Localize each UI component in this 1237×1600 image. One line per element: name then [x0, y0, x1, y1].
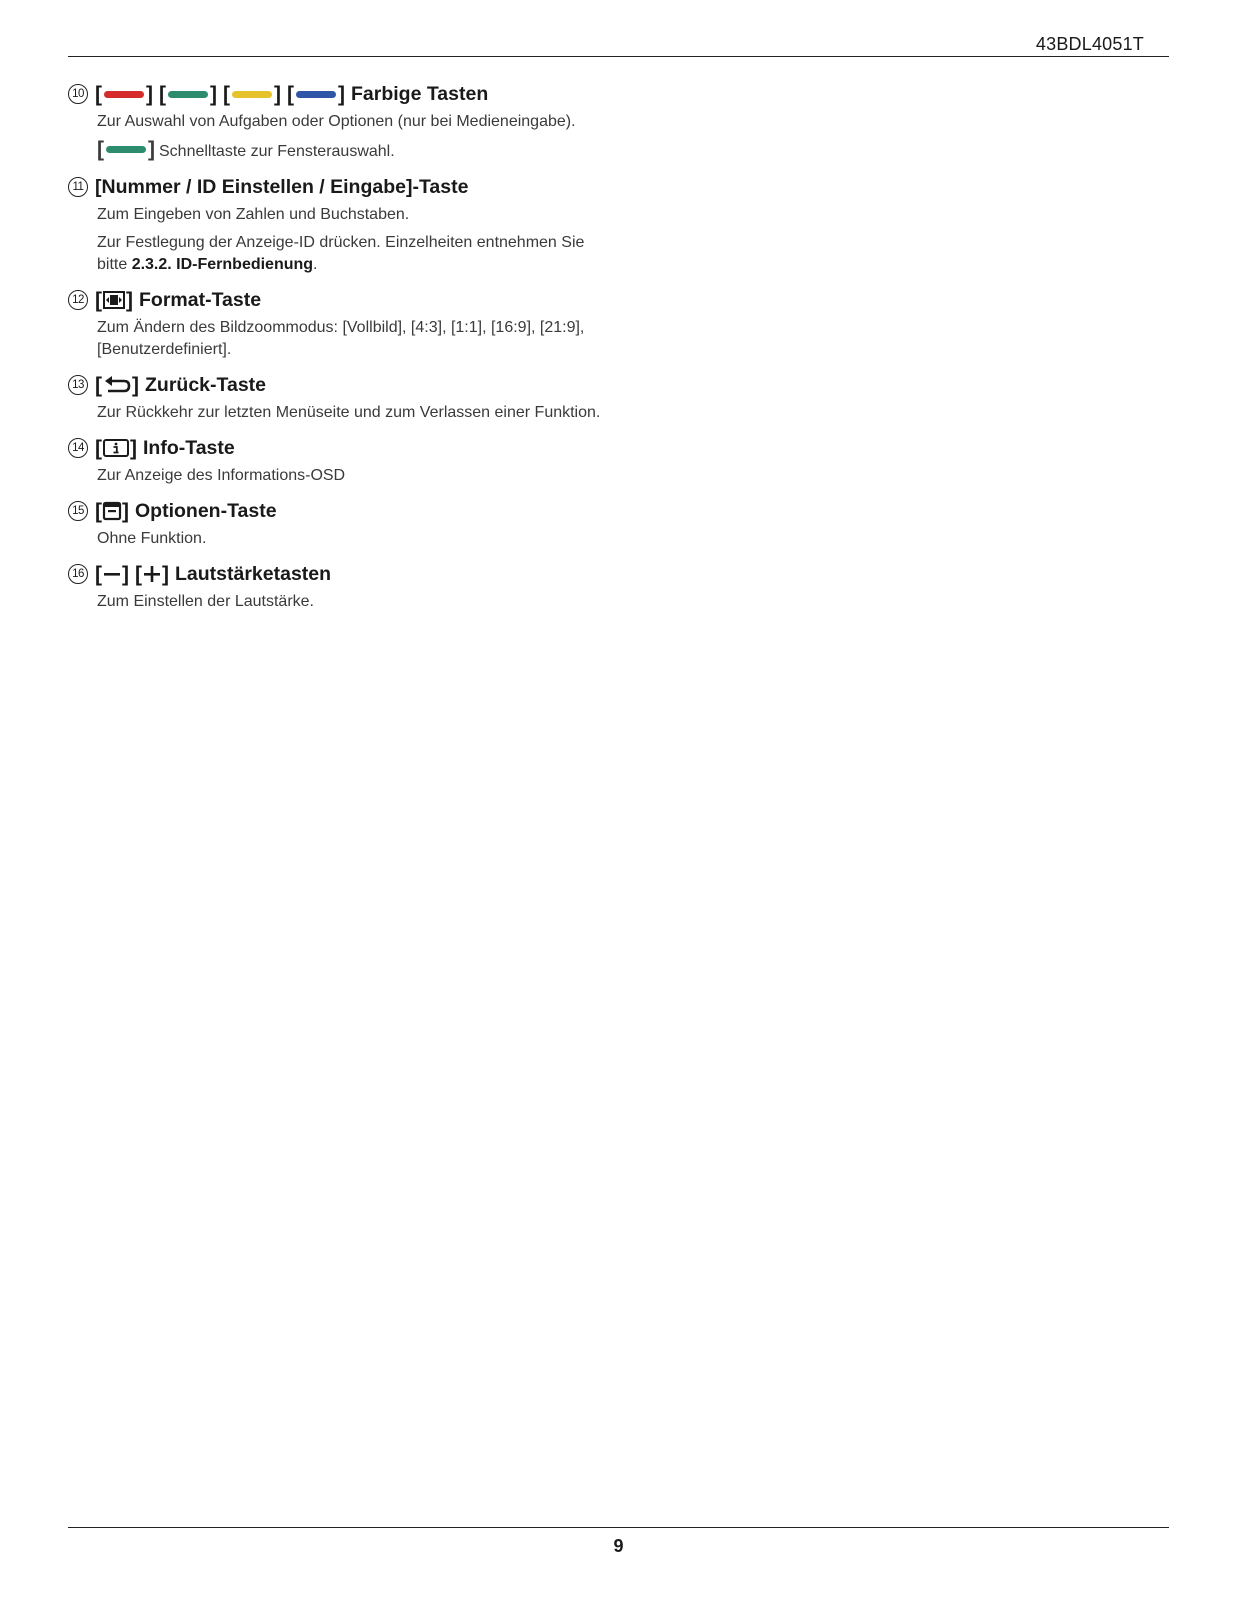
- item-number: 16: [68, 564, 88, 584]
- section-title: Zurück-Taste: [145, 373, 266, 396]
- section-heading: 15 [ ] Optionen-Taste: [68, 497, 608, 525]
- section-body: [97, 317, 608, 361]
- shortcut-line: [ ] Schnelltaste zur Fensterauswahl.: [97, 138, 395, 161]
- section-body: [97, 465, 608, 487]
- section-heading: 13 [ ] Zurück-Taste: [68, 371, 608, 399]
- section-heading: 12 [ ] Format-Taste: [68, 286, 608, 314]
- section-text: Zum Ändern des Bildzoommodus: [Vollbild], [4:3], [1:1], [16:9], [21:9], [Benutzerdefiniert].: [97, 319, 585, 358]
- section-body: [97, 591, 608, 613]
- section-colored-keys: [68, 80, 608, 163]
- section-info-key: [68, 434, 608, 487]
- format-icon: [102, 290, 126, 310]
- item-number: 14: [68, 438, 88, 458]
- section-title: Farbige Tasten: [351, 82, 489, 105]
- item-number: 11: [68, 177, 88, 197]
- item-number: 10: [68, 84, 88, 104]
- section-title: Info-Taste: [143, 436, 235, 459]
- info-icon: [102, 438, 130, 458]
- section-body: [97, 528, 608, 550]
- section-text: Zur Auswahl von Aufgaben oder Optionen (nur bei Medieneingabe).: [97, 113, 576, 130]
- section-back-key: [68, 371, 608, 424]
- green-key-icon: [106, 146, 146, 153]
- section-heading: [68, 173, 608, 201]
- section-text: Ohne Funktion.: [97, 530, 207, 547]
- section-body: [97, 402, 608, 424]
- section-text: Zur Anzeige des Informations-OSD: [97, 467, 346, 484]
- header-divider: [68, 56, 1169, 57]
- item-number: 13: [68, 375, 88, 395]
- yellow-key-icon: [232, 91, 272, 98]
- section-number-id-key: [68, 173, 608, 276]
- section-title: Optionen-Taste: [135, 499, 277, 522]
- section-text: Zur Festlegung der Anzeige-ID drücken. Einzelheiten entnehmen Sie bitte 2.3.2. ID-Fernbedienung.: [97, 234, 585, 273]
- section-heading: 16 [ ] [ ] Lautstärketasten: [68, 560, 608, 588]
- item-number: 12: [68, 290, 88, 310]
- page-number: 9: [613, 1536, 624, 1556]
- item-number: 15: [68, 501, 88, 521]
- section-title: [Nummer / ID Einstellen / Eingabe]-Taste: [95, 175, 469, 198]
- green-key-icon: [168, 91, 208, 98]
- section-body: [97, 111, 608, 163]
- section-format-key: [68, 286, 608, 361]
- section-volume-keys: [68, 560, 608, 613]
- volume-up-icon: [142, 564, 162, 584]
- section-heading: 10 [ ] [ ] [ ] [ ] Farbige Tasten: [68, 80, 608, 108]
- section-text: Zur Rückkehr zur letzten Menüseite und zum Verlassen einer Funktion.: [97, 404, 601, 421]
- cross-reference: 2.3.2. ID-Fernbedienung: [131, 256, 314, 273]
- section-title: Format-Taste: [139, 288, 262, 311]
- back-icon: [102, 375, 132, 395]
- document-model-number: 43BDL4051T: [1035, 34, 1144, 54]
- page-content: [68, 80, 608, 623]
- blue-key-icon: [296, 91, 336, 98]
- section-body: [97, 204, 608, 276]
- section-options-key: [68, 497, 608, 550]
- section-text: Zum Einstellen der Lautstärke.: [97, 593, 314, 610]
- section-text: Zum Eingeben von Zahlen und Buchstaben.: [97, 206, 410, 223]
- section-heading: 14 [ ] Info-Taste: [68, 434, 608, 462]
- options-icon: [102, 501, 122, 521]
- volume-down-icon: [102, 564, 122, 584]
- section-title: Lautstärketasten: [175, 562, 332, 585]
- footer-divider: [68, 1527, 1169, 1528]
- red-key-icon: [104, 91, 144, 98]
- shortcut-text: Schnelltaste zur Fensterauswahl.: [159, 143, 395, 160]
